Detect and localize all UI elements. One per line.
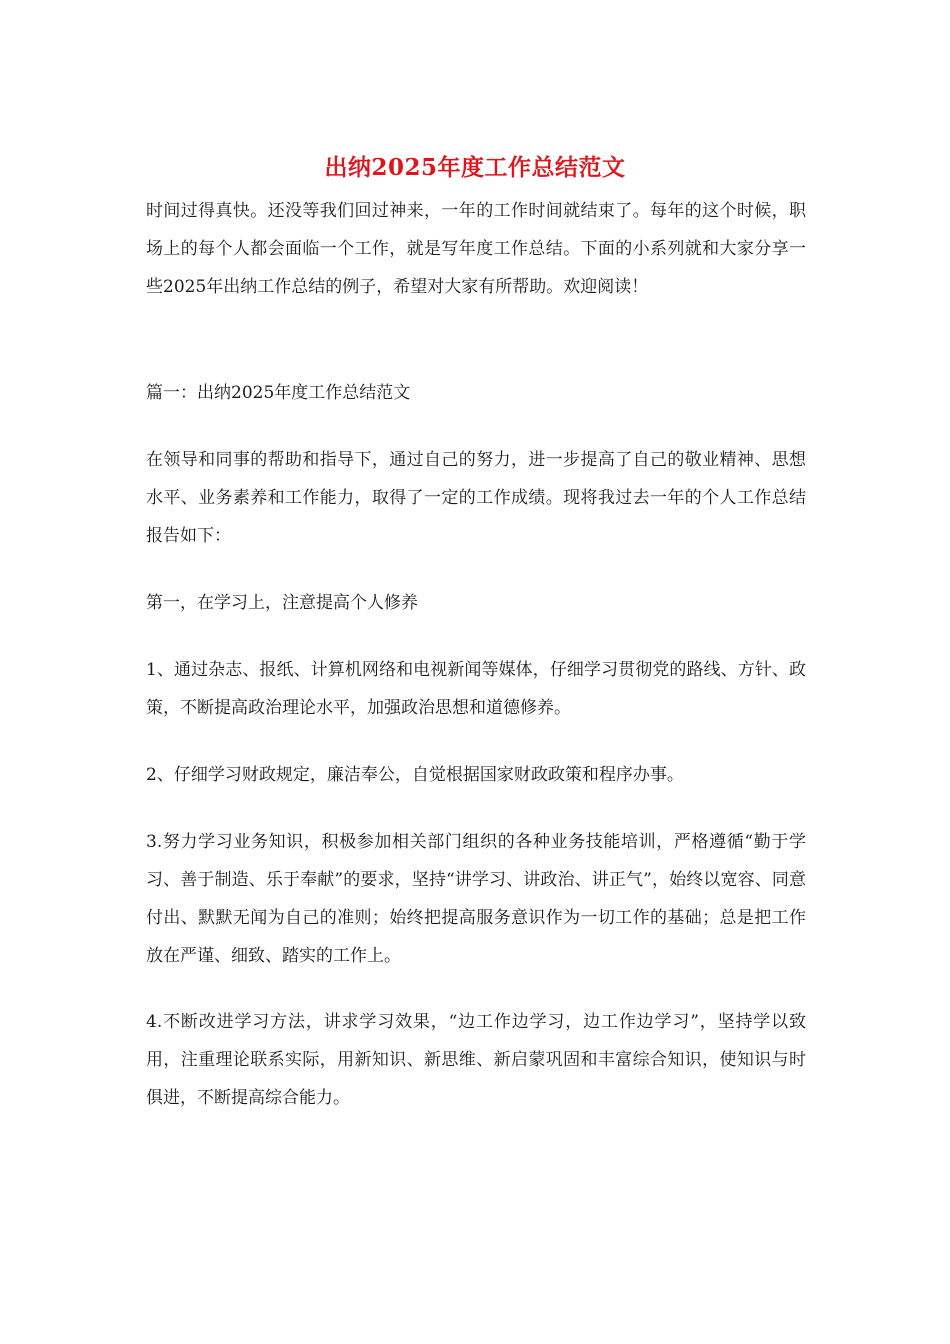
intro-paragraph: 时间过得真快。还没等我们回过神来，一年的工作时间就结束了。每年的这个时候，职场上的每个人都会面临一个工作，就是写年度工作总结。下面的小系列就和大家分享一些2025年出纳工作总结的例子，希望对大家有所帮助。欢迎阅读！ bbox=[146, 201, 806, 297]
list-item: 2、仔细学习财政规定，廉洁奉公，自觉根据国家财政政策和程序办事。 bbox=[146, 765, 684, 785]
document-title: 出纳2025年度工作总结范文 bbox=[324, 154, 626, 181]
list-item: 1、通过杂志、报纸、计算机网络和电视新闻等媒体，仔细学习贯彻党的路线、方针、政策，不断提高政治理论水平，加强政治思想和道德修养。 bbox=[146, 660, 806, 718]
section-heading: 篇一：出纳2025年度工作总结范文 bbox=[146, 383, 411, 403]
subsection-heading: 第一，在学习上，注意提高个人修养 bbox=[146, 593, 418, 613]
body-paragraph: 在领导和同事的帮助和指导下，通过自己的努力，进一步提高了自己的敬业精神、思想水平、业务素养和工作能力，取得了一定的工作成绩。现将我过去一年的个人工作总结报告如下： bbox=[146, 450, 806, 546]
list-item: 4.不断改进学习方法，讲求学习效果，“边工作边学习，边工作边学习”，坚持学以致用，注重理论联系实际，用新知识、新思维、新启蒙巩固和丰富综合知识，使知识与时俱进，不断提高综合能力。 bbox=[146, 1012, 806, 1108]
list-item: 3.努力学习业务知识，积极参加相关部门组织的各种业务技能培训，严格遵循“勤于学习、善于制造、乐于奉献”的要求，坚持“讲学习、讲政治、讲正气”，始终以宽容、同意付出、默默无闻为自己的准则；始终把提高服务意识作为一切工作的基础；总是把工作放在严谨、细致、踏实的工作上。 bbox=[146, 832, 806, 966]
